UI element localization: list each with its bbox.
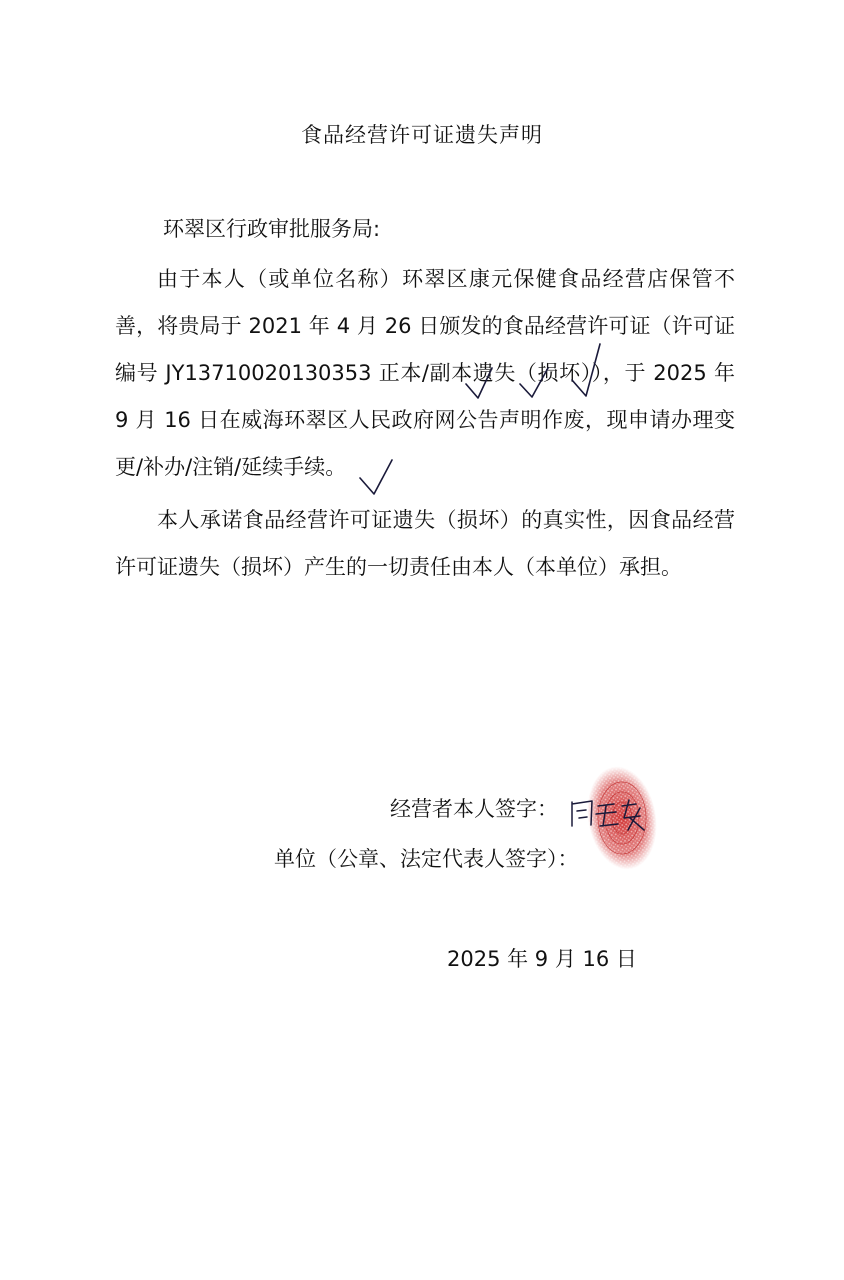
- handwritten-signature: [572, 800, 644, 830]
- addressee: 环翠区行政审批服务局:: [163, 217, 381, 241]
- document-date: 2025 年 9 月 16 日: [447, 947, 637, 971]
- document-title: 食品经营许可证遗失声明: [301, 123, 543, 147]
- paragraph-declaration: 由于本人（或单位名称）环翠区康元保健食品经营店保管不善，将贵局于 2021 年 4 月 26 日颁发的食品经营许可证（许可证编号 JY13710020130353 正本/副本遗失（损坏）），于 2025 年 9 月 16 日在威海环翠区人民政府网公告声明作废，现申请办理变更/补办/注销/延续手续。: [115, 267, 735, 479]
- fingerprint-icon: [579, 761, 664, 875]
- unit-signature-label: 单位（公章、法定代表人签字）：: [274, 847, 579, 871]
- operator-signature-label: 经营者本人签字：: [390, 797, 558, 821]
- paragraph-commitment: 本人承诺食品经营许可证遗失（损坏）的真实性，因食品经营许可证遗失（损坏）产生的一切责任由本人（本单位）承担。: [115, 508, 735, 579]
